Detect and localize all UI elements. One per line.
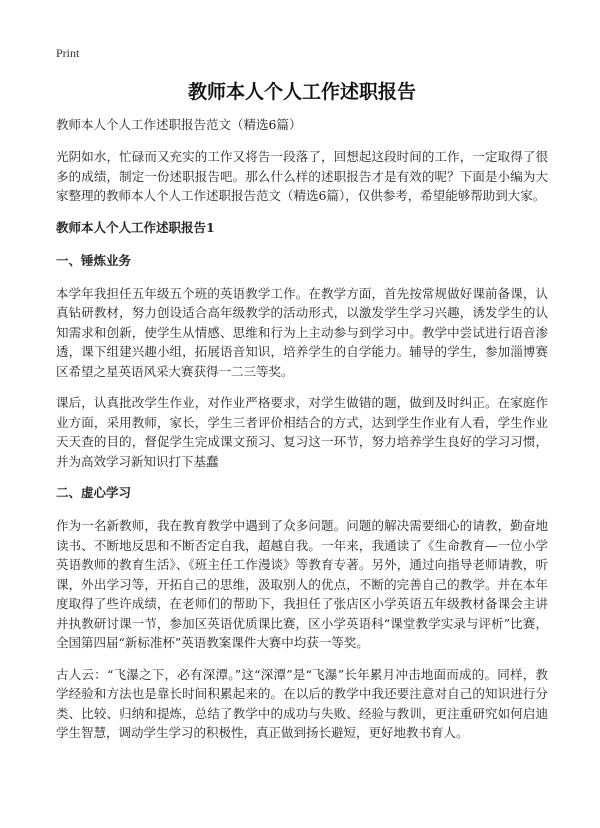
- section-2-paragraph-2: 古人云：“飞瀑之下，必有深潭。”这“深潭”是“飞瀑”长年累月冲击地面而成的。同样，教学经验和方法也是靠长时间积累起来的。在以后的教学中我还要注意对自己的知识进行分类、比较、归纳和提炼，总结了教学中的成功与失败、经验与教训，更注重研究如何启迪学生智慧，调动学生学习的积极性，真正做到扬长避短，更好地教书育人。: [56, 666, 548, 740]
- section-1-heading: 一、锤炼业务: [56, 252, 132, 268]
- document-title: 教师本人个人工作述职报告: [187, 81, 416, 103]
- document-subtitle: 教师本人个人工作述职报告范文（精选6篇）: [56, 117, 302, 132]
- section-2-paragraph-1: 作为一名新教师，我在教育教学中遇到了众多问题。问题的解决需要细心的请教，勤奋地读书、不断地反思和不断否定自我，超越自我。一年来，我通读了《生命教育—一位小学英语教师的教育生活》、《班主任工作漫谈》等教育专著。另外，通过向指导老师请教，听课，外出学习等，开拓自己的思维，汲取别人的优点，不断的完善自己的教学。并在本年度取得了些许成绩，在老师们的帮助下，我担任了张店区小学英语五年级教材备课会主讲并执教研讨课一节，参加区英语优质课比赛，区小学英语科“课堂教学实录与评析”比赛，全国第四届“新标准杯”英语教案课件大赛中均获一等奖。: [56, 518, 548, 650]
- print-link[interactable]: Print: [56, 46, 80, 60]
- document-body: [56, 78, 548, 755]
- section-2-heading: 二、虚心学习: [56, 485, 132, 500]
- intro-paragraph: 光阴如水，忙碌而又充实的工作又将告一段落了，回想起这段时间的工作，一定取得了很多的成绩，制定一份述职报告吧。那么什么样的述职报告才是有效的呢？下面是小编为大家整理的教师本人个人工作述职报告范文（精选6篇），仅供参考，希望能够帮助到大家。: [56, 149, 548, 203]
- report-1-heading: 教师本人个人工作述职报告1: [56, 219, 215, 235]
- section-1-paragraph-1: 本学年我担任五年级五个班的英语教学工作。在教学方面，首先按常规做好课前备课，认真钻研教材，努力创设适合高年级教学的活动形式，以激发学生学习兴趣，诱发学生的认知需求和创新，使学生从情感、思维和行为上主动参与到学习中。教学中尝试进行语音渗透，课下组建兴趣小组，拓展语音知识，培养学生的自学能力。辅导的学生，参加淄博赛区希望之星英语风采大赛获得一二三等奖。: [56, 285, 548, 379]
- section-1-paragraph-2: 课后，认真批改学生作业，对作业严格要求，对学生做错的题，做到及时纠正。在家庭作业方面，采用教师，家长，学生三者评价相结合的方式，达到学生作业有人看，学生作业天天查的目的，督促学生完成课文预习、复习这一环节，努力培养学生良好的学习习惯，并为高效学习新知识打下基蠢: [56, 395, 548, 469]
